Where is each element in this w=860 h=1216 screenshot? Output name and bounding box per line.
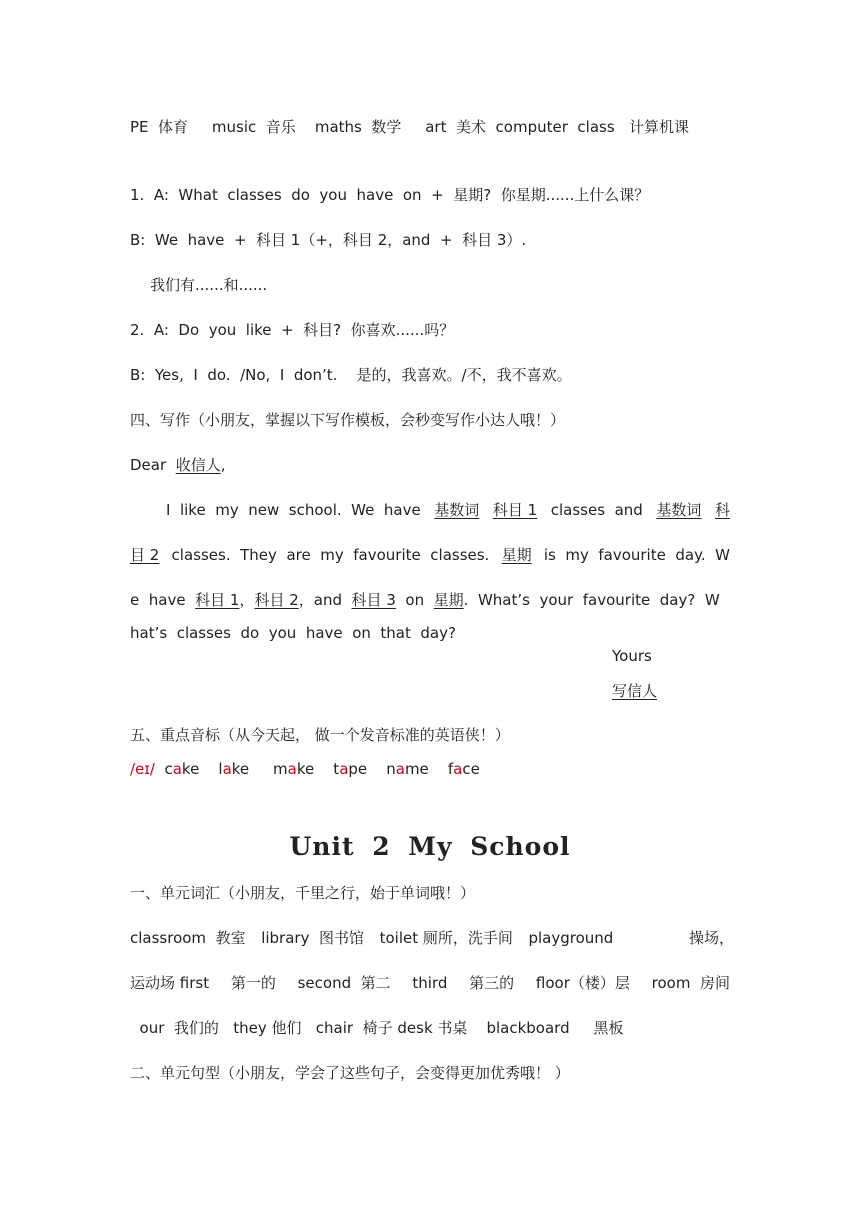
letter-text: . What’s your favourite day? W	[463, 591, 720, 609]
vocab-item: 运动场 first	[130, 974, 210, 992]
letter-text: on	[405, 591, 425, 609]
placeholder-day-2: 星期	[433, 591, 464, 609]
letter-text: I like my new school. We have	[166, 501, 421, 519]
phonics-heading: 五、重点音标（从今天起， 做一个发音标准的英语侠！）	[130, 726, 510, 744]
vocab-item: classroom 教室	[130, 929, 246, 947]
letter-text: classes. They are my favourite classes.	[171, 546, 490, 564]
question-1-a: 1. A: What classes do you have on + 星期? 你星期......上什么课？	[130, 186, 650, 204]
phonetic-symbol: /eɪ/	[130, 760, 155, 778]
phonics-line	[130, 759, 480, 779]
placeholder-subject-2-start: 科	[714, 501, 730, 519]
vocab-item: 第一的	[230, 974, 276, 992]
vocab-item: library 图书馆	[261, 929, 364, 947]
phonics-word: lake	[218, 760, 250, 778]
placeholder-subject-1: 科目 1	[492, 501, 538, 519]
writer-placeholder: 写信人	[612, 682, 658, 700]
letter-text: e have	[130, 591, 186, 609]
writing-heading: 四、写作（小朋友，掌握以下写作模板，会秒变写作小达人哦！）	[130, 411, 566, 429]
vocab-item: floor（楼）层	[535, 974, 630, 992]
question-1-b: B: We have + 科目 1（+，科目 2，and + 科目 3）.	[130, 231, 527, 249]
separator: ，and	[298, 591, 342, 609]
phonics-word: tape	[333, 760, 368, 778]
letter-line-1	[166, 500, 730, 520]
vocab-heading: 一、单元词汇（小朋友，千里之行，始于单词哦！）	[130, 884, 476, 902]
vocab-item: third	[412, 974, 448, 992]
letter-line-2	[130, 545, 730, 565]
letter-text: classes and	[550, 501, 643, 519]
letter-line-3	[130, 590, 720, 610]
letter-greeting	[130, 455, 225, 475]
placeholder-subject-c: 科目 3	[351, 591, 396, 609]
placeholder-number-1: 基数词	[434, 501, 480, 519]
dear-word: Dear	[130, 456, 167, 474]
recipient-placeholder: 收信人	[175, 456, 221, 474]
vocab-item: playground	[528, 929, 614, 947]
placeholder-subject-a: 科目 1	[195, 591, 240, 609]
vocab-item: toilet 厕所，洗手间	[379, 929, 513, 947]
question-2-a: 2. A: Do you like + 科目? 你喜欢......吗？	[130, 321, 455, 339]
letter-closing: Yours	[612, 647, 652, 665]
separator: ，	[239, 591, 255, 609]
placeholder-subject-2-end: 目 2	[130, 546, 160, 564]
vocab-line-1	[130, 928, 734, 948]
phonics-word: name	[386, 760, 429, 778]
question-1-b-translation: 我们有......和......	[150, 276, 268, 294]
vocab-line-2	[130, 973, 730, 993]
placeholder-day-1: 星期	[501, 546, 532, 564]
phonics-word: make	[273, 760, 315, 778]
letter-line-4: hat’s classes do you have on that day?	[130, 624, 456, 642]
question-2-b: B: Yes, I do. /No, I don’t. 是的，我喜欢。/不，我不喜欢。	[130, 366, 572, 384]
vocab-item: room 房间	[651, 974, 730, 992]
vocab-item: 操场，	[688, 929, 734, 947]
vocab-line-3: our 我们的 they 他们 chair 椅子 desk 书桌 blackboard 黑板	[130, 1019, 624, 1037]
letter-text: is my favourite day. W	[543, 546, 730, 564]
phonics-word: face	[447, 760, 480, 778]
subjects-line: PE 体育 music 音乐 maths 数学 art 美术 computer class 计算机课	[130, 118, 689, 136]
greeting-comma: ,	[220, 456, 226, 474]
unit-title: Unit 2 My School	[289, 832, 571, 861]
sentence-heading: 二、单元句型（小朋友，学会了这些句子，会变得更加优秀哦！ ）	[130, 1064, 570, 1082]
placeholder-number-2: 基数词	[656, 501, 702, 519]
vocab-item: second 第二	[297, 974, 391, 992]
phonics-word: cake	[164, 760, 200, 778]
placeholder-subject-b: 科目 2	[254, 591, 299, 609]
vocab-item: 第三的	[469, 974, 515, 992]
